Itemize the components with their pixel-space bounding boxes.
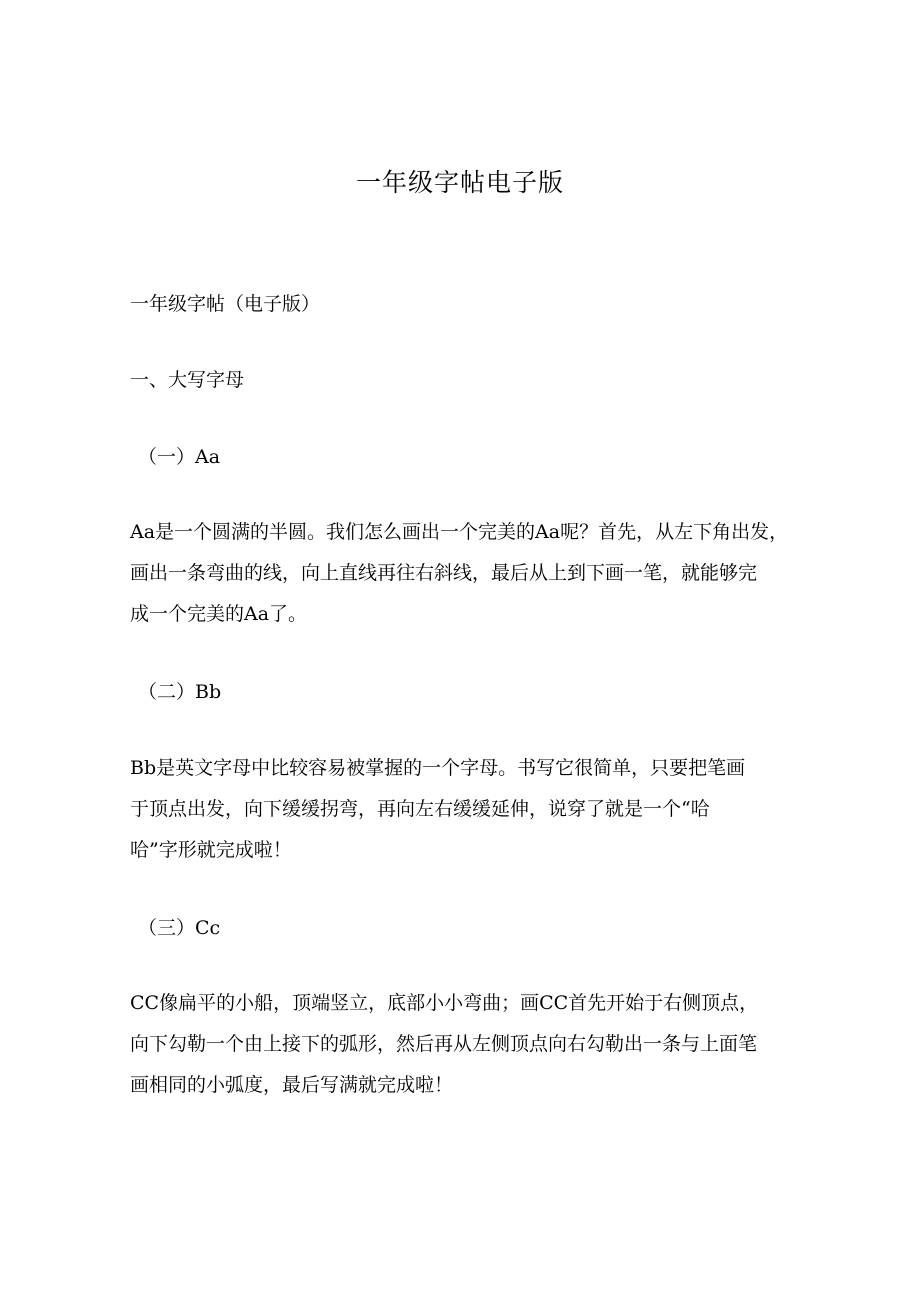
item-heading-a: （一）Aa	[138, 446, 221, 468]
paragraph-line: 成一个完美的Aa了。	[130, 603, 308, 625]
paragraph-line: 哈”字形就完成啦！	[130, 839, 292, 861]
item-heading-b: （二）Bb	[138, 681, 222, 703]
document-subtitle: 一年级字帖（电子版）	[130, 293, 321, 315]
paragraph-line: 画相同的小弧度，最后写满就完成啦！	[130, 1074, 454, 1096]
item-paragraph-a	[130, 520, 800, 643]
document-title: 一年级字帖电子版	[355, 168, 564, 197]
paragraph-line: 于顶点出发，向下缓缓拐弯，再向左右缓缓延伸，说穿了就是一个“哈	[130, 798, 710, 820]
paragraph-line: Bb是英文字母中比较容易被掌握的一个字母。书写它很简单，只要把笔画	[130, 757, 746, 779]
item-paragraph-c	[130, 991, 800, 1114]
paragraph-line: CC像扁平的小船，顶端竖立，底部小小弯曲；画CC首先开始于右侧顶点，	[130, 992, 759, 1014]
item-heading-c: （三）Cc	[138, 917, 221, 939]
paragraph-line: Aa是一个圆满的半圆。我们怎么画出一个完美的Aa呢？首先，从左下角出发，	[130, 521, 789, 543]
paragraph-line: 向下勾勒一个由上接下的弧形，然后再从左侧顶点向右勾勒出一条与上面笔	[130, 1033, 758, 1055]
paragraph-line: 画出一条弯曲的线，向上直线再往右斜线，最后从上到下画一笔，就能够完	[130, 562, 758, 584]
section-heading: 一、大写字母	[130, 369, 245, 391]
item-paragraph-b	[130, 756, 800, 879]
